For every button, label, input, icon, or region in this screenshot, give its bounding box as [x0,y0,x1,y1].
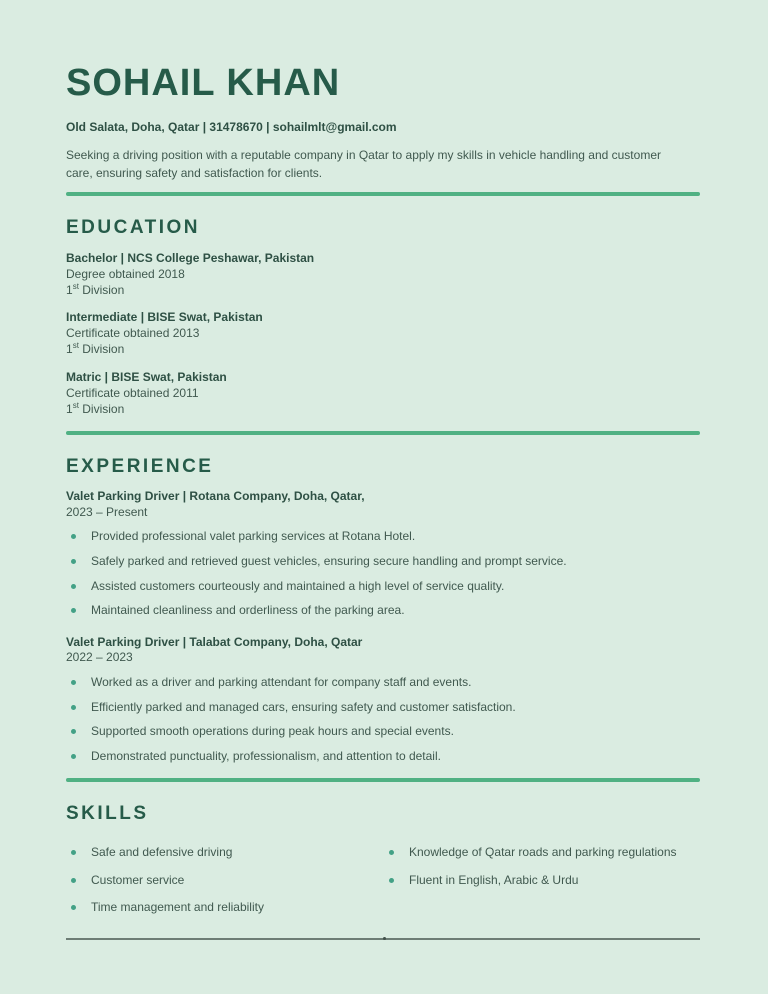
division-ordinal-suffix: st [72,281,79,291]
bullet-icon [71,680,76,685]
education-entry [66,310,700,357]
skill-text: Fluent in English, Arabic & Urdu [409,872,579,887]
bullet-icon [71,878,76,883]
skill-item [66,900,384,916]
skills-section [66,804,700,916]
skills-column-left [66,833,384,916]
experience-job [66,489,700,619]
education-entry-division [66,283,700,299]
job-bullet-text: Assisted customers courteously and maintained a high level of service quality. [91,578,505,593]
skill-text: Time management and reliability [91,900,264,915]
division-label: Division [78,401,125,416]
education-entry-detail: Certificate obtained 2011 [66,385,199,400]
education-entry-detail: Certificate obtained 2013 [66,326,200,341]
division-ordinal-suffix: st [72,400,79,410]
job-bullet-list [66,529,700,618]
experience-section [66,457,700,764]
job-bullet-text: Worked as a driver and parking attendant for company staff and events. [91,674,472,689]
skill-item [66,873,384,889]
division-number: 1 [66,342,73,357]
job-bullet [66,554,700,570]
bullet-icon [71,608,76,613]
education-entry-title: Intermediate | BISE Swat, Pakistan [66,310,263,325]
summary-text: Seeking a driving position with a reputable company in Qatar to apply my skills in vehicle handling and customer care, ensuring safety and satisfaction for clients. [66,148,661,180]
job-bullet-list [66,675,700,764]
education-entry-division [66,342,700,358]
skills-column-right [384,833,700,916]
job-bullet-text: Demonstrated punctuality, professionalism, and attention to detail. [91,748,441,763]
footer-divider [66,938,700,940]
job-bullet-text: Safely parked and retrieved guest vehicles, ensuring secure handling and prompt service. [91,554,567,569]
division-number: 1 [66,282,73,297]
bullet-icon [71,559,76,564]
bullet-icon [389,850,394,855]
skill-item [384,845,700,861]
skills-heading: SKILLS [66,803,149,825]
education-heading: EDUCATION [66,217,201,238]
job-title: Valet Parking Driver | Rotana Company, Doha, Qatar, [66,489,365,504]
job-bullet [66,724,700,740]
bullet-icon [71,729,76,734]
bullet-icon [71,754,76,759]
education-divider [66,431,700,435]
job-bullet [66,603,700,619]
bullet-icon [71,850,76,855]
bullet-icon [71,584,76,589]
bullet-icon [71,705,76,710]
education-entry-title: Matric | BISE Swat, Pakistan [66,369,227,384]
division-label: Division [78,342,125,357]
education-entry-detail: Degree obtained 2018 [66,266,185,281]
bullet-icon [71,534,76,539]
job-bullet [66,675,700,691]
division-number: 1 [66,401,73,416]
experience-divider [66,778,700,782]
bullet-icon [71,905,76,910]
education-entry [66,251,700,298]
skill-item [66,845,384,861]
education-entry-title: Bachelor | NCS College Peshawar, Pakistan [66,250,315,265]
job-bullet [66,529,700,545]
bullet-icon [389,878,394,883]
header-divider [66,192,700,196]
skills-grid [66,833,700,916]
division-label: Division [78,282,125,297]
job-bullet-text: Maintained cleanliness and orderliness of the parking area. [91,603,405,618]
contact-line: Old Salata, Doha, Qatar | 31478670 | sohailmlt@gmail.com [66,120,397,134]
education-entry-division [66,402,700,418]
job-dates: 2022 – 2023 [66,650,133,665]
job-bullet-text: Efficiently parked and managed cars, ensuring safety and customer satisfaction. [91,699,516,714]
job-bullet-text: Provided professional valet parking services at Rotana Hotel. [91,529,416,544]
education-section [66,218,700,417]
division-ordinal-suffix: st [72,341,79,351]
job-bullet [66,579,700,595]
job-title: Valet Parking Driver | Talabat Company, Doha, Qatar [66,634,363,649]
skill-text: Safe and defensive driving [91,845,233,860]
job-dates: 2023 – Present [66,504,148,519]
job-bullet [66,700,700,716]
education-entry [66,370,700,417]
experience-job [66,635,700,765]
resume-name: SOHAIL KHAN [66,62,341,104]
footer-center-dot-icon [383,937,386,940]
skill-item [384,873,700,889]
job-bullet-text: Supported smooth operations during peak hours and special events. [91,724,454,739]
experience-heading: EXPERIENCE [66,456,214,478]
job-bullet [66,749,700,765]
skill-text: Customer service [91,872,185,887]
skill-text: Knowledge of Qatar roads and parking regulations [409,845,677,860]
